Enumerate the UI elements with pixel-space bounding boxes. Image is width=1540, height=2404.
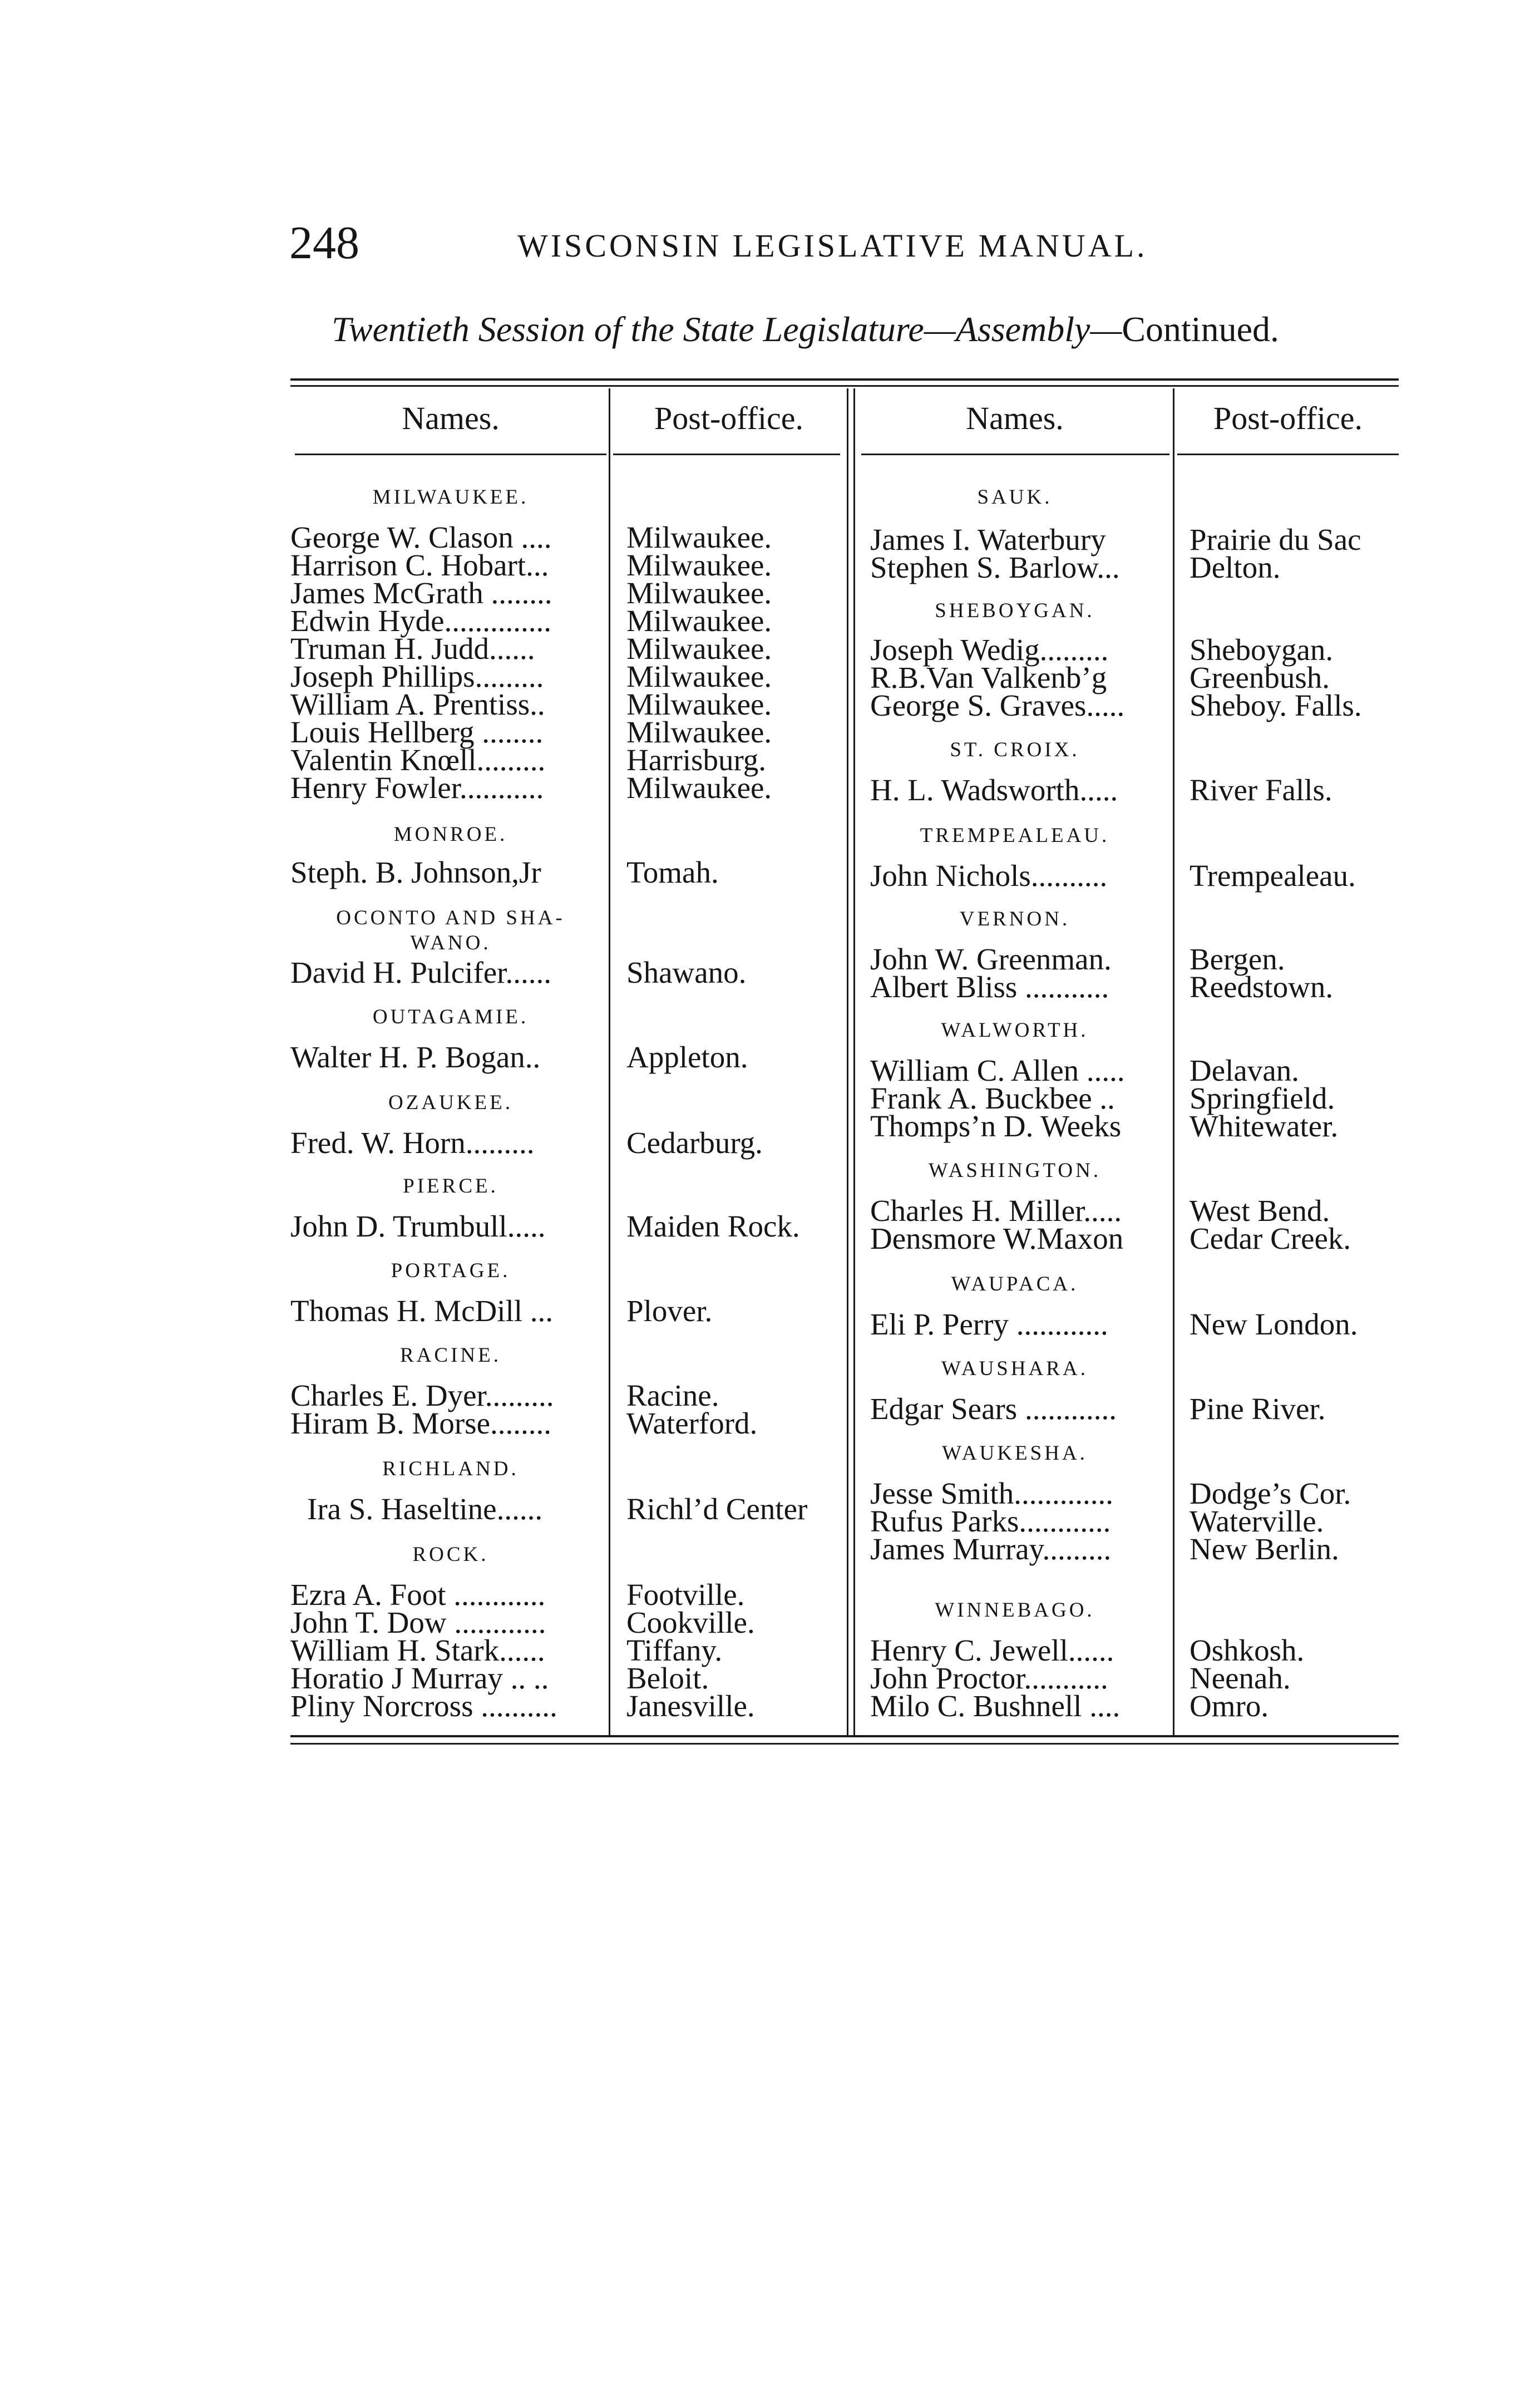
member-post-office: Milwaukee. [626,715,772,749]
member-name: Milo C. Bushnell .... [870,1689,1121,1723]
member-name: Louis Hellberg ........ [290,715,544,749]
county-heading-milwaukee: MILWAUKEE. [372,486,529,509]
member-post-office: Milwaukee. [626,632,772,666]
member-post-office: Bergen. [1189,942,1285,976]
member-name: Hiram B. Morse........ [290,1406,551,1440]
member-post-office: Cookville. [626,1605,755,1639]
page-number: 248 [289,217,359,269]
county-heading-trempealeau: TREMPEALEAU. [920,824,1110,847]
member-name: Eli P. Perry ............ [870,1307,1108,1341]
member-name: George W. Clason .... [290,520,552,554]
member-post-office: Cedar Creek. [1189,1221,1351,1255]
member-post-office: Cedarburg. [626,1126,763,1160]
member-name: Charles E. Dyer......... [290,1378,554,1412]
member-name: H. L. Wadsworth..... [870,773,1118,807]
member-post-office: Milwaukee. [626,659,772,693]
member-name: George S. Graves..... [870,688,1125,722]
member-post-office: Waterford. [626,1406,758,1440]
member-name: John D. Trumbull..... [290,1209,546,1243]
table-caption [332,309,1279,350]
county-heading-washington: WASHINGTON. [928,1159,1102,1182]
member-name: John Nichols.......... [870,859,1108,893]
member-post-office: Sheboygan. [1189,633,1334,667]
county-heading-richland: RICHLAND. [382,1457,519,1480]
county-heading-pierce: PIERCE. [403,1175,498,1198]
center-divider-1 [847,388,848,1735]
member-name: R.B.Van Valkenb’g [870,661,1107,694]
member-name: William C. Allen ..... [870,1053,1125,1087]
member-post-office: Milwaukee. [626,687,772,721]
member-name: William H. Stark...... [290,1633,545,1667]
county-heading-waupaca: WAUPACA. [951,1273,1079,1295]
member-post-office: Sheboy. Falls. [1189,688,1362,722]
column-header-post-right: Post-office. [1213,400,1363,436]
member-post-office: Delton. [1189,550,1281,584]
member-name: Truman H. Judd...... [290,632,535,666]
member-name: Densmore W.Maxon [870,1221,1124,1255]
county-heading-st-croix: ST. CROIX. [950,738,1080,761]
member-name: Pliny Norcross .......... [290,1689,557,1723]
column-header-names-left: Names. [402,400,500,436]
member-post-office: Waterville. [1189,1504,1324,1538]
member-post-office: Milwaukee. [626,520,772,554]
member-post-office: Springfield. [1189,1081,1335,1115]
member-post-office: Dodge’s Cor. [1189,1476,1351,1510]
member-name: Rufus Parks............ [870,1504,1111,1538]
header-rule-names-left [295,454,606,455]
county-heading-oconto-shawano-cont: WANO. [410,932,491,954]
county-heading-winnebago: WINNEBAGO. [935,1599,1095,1622]
county-heading-racine: RACINE. [400,1344,501,1367]
county-heading-vernon: VERNON. [959,908,1070,930]
member-name: Ira S. Haseltine...... [307,1492,543,1526]
table-bottom-rule-1 [290,1735,1399,1737]
member-name: Edgar Sears ............ [870,1392,1117,1426]
member-name: Thomas H. McDill ... [290,1294,554,1328]
member-post-office: Janesville. [626,1689,755,1723]
column-divider-left [609,388,610,1735]
member-name: Joseph Wedig......... [870,633,1109,667]
county-heading-ozaukee: OZAUKEE. [388,1091,513,1114]
member-name: Henry C. Jewell...... [870,1633,1114,1667]
header-rule-post-right [1177,454,1399,455]
column-header-names-right: Names. [966,400,1064,436]
member-post-office: Greenbush. [1189,661,1330,694]
member-post-office: Milwaukee. [626,548,772,582]
member-name: Charles H. Miller..... [870,1194,1122,1228]
county-heading-walworth: WALWORTH. [941,1019,1089,1042]
member-post-office: Appleton. [626,1040,748,1074]
member-name: James McGrath ........ [290,576,552,610]
member-post-office: Prairie du Sac [1189,523,1361,556]
member-name: John Proctor........... [870,1661,1108,1695]
caption-italic: Twentieth Session of the State Legislature—Assembly— [332,309,1122,349]
member-name: Henry Fowler........... [290,771,544,805]
member-name: Valentin Knœll......... [290,743,546,777]
member-name: Harrison C. Hobart... [290,548,549,582]
member-post-office: Shawano. [626,955,747,989]
county-heading-waukesha: WAUKESHA. [942,1442,1088,1465]
member-post-office: Harrisburg. [626,743,767,777]
member-post-office: Plover. [626,1294,713,1328]
member-name: Thomps’n D. Weeks [870,1109,1122,1143]
county-heading-waushara: WAUSHARA. [941,1357,1088,1380]
header-rule-post-left [613,454,840,455]
member-post-office: Tomah. [626,855,719,889]
county-heading-oconto-shawano: OCONTO AND SHA- [336,907,565,929]
table-top-rule-1 [290,378,1399,381]
member-post-office: Milwaukee. [626,604,772,638]
center-divider-2 [853,388,855,1735]
member-post-office: Milwaukee. [626,771,772,805]
header-rule-names-right [861,454,1169,455]
member-name: Frank A. Buckbee .. [870,1081,1115,1115]
member-name: Horatio J Murray .. .. [290,1661,549,1695]
member-post-office: New London. [1189,1307,1358,1341]
member-name: Jesse Smith............. [870,1476,1113,1510]
member-post-office: Beloit. [626,1661,709,1695]
county-heading-sheboygan: SHEBOYGAN. [935,599,1095,622]
member-name: James I. Waterbury [870,523,1106,556]
county-heading-rock: ROCK. [412,1543,489,1566]
member-post-office: Footville. [626,1578,745,1612]
member-name: David H. Pulcifer...... [290,955,551,989]
running-title: WISCONSIN LEGISLATIVE MANUAL. [517,228,1148,264]
member-post-office: Delavan. [1189,1053,1299,1087]
member-post-office: Richl’d Center [626,1492,808,1526]
county-heading-sauk: SAUK. [977,486,1053,509]
member-post-office: Trempealeau. [1189,859,1356,893]
member-name: Stephen S. Barlow... [870,550,1120,584]
member-post-office: Oshkosh. [1189,1633,1305,1667]
member-post-office: Whitewater. [1189,1109,1339,1143]
member-post-office: Milwaukee. [626,576,772,610]
member-post-office: Neenah. [1189,1661,1291,1695]
member-post-office: Reedstown. [1189,970,1334,1004]
member-post-office: Pine River. [1189,1392,1326,1426]
table-top-rule-2 [290,385,1399,387]
county-heading-monroe: MONROE. [393,823,508,846]
member-name: Albert Bliss ........... [870,970,1109,1004]
member-name: Joseph Phillips......... [290,659,544,693]
member-post-office: Omro. [1189,1689,1269,1723]
member-name: Steph. B. Johnson,Jr [290,855,541,889]
column-divider-right [1173,388,1174,1735]
county-heading-outagamie: OUTAGAMIE. [372,1006,529,1028]
member-post-office: New Berlin. [1189,1532,1339,1566]
member-name: William A. Prentiss.. [290,687,545,721]
member-name: Fred. W. Horn......... [290,1126,535,1160]
table-bottom-rule-2 [290,1743,1399,1745]
member-post-office: Maiden Rock. [626,1209,800,1243]
member-name: John T. Dow ............ [290,1605,546,1639]
member-name: Edwin Hyde.............. [290,604,551,638]
member-post-office: West Bend. [1189,1194,1330,1228]
member-post-office: Racine. [626,1378,719,1412]
column-header-post-left: Post-office. [654,400,803,436]
member-post-office: Tiffany. [626,1633,723,1667]
member-name: John W. Greenman. [870,942,1112,976]
member-name: Walter H. P. Bogan.. [290,1040,541,1074]
member-name: Ezra A. Foot ............ [290,1578,546,1612]
county-heading-portage: PORTAGE. [391,1259,511,1282]
caption-continued: Continued. [1122,309,1279,349]
member-name: James Murray......... [870,1532,1112,1566]
member-post-office: River Falls. [1189,773,1332,807]
